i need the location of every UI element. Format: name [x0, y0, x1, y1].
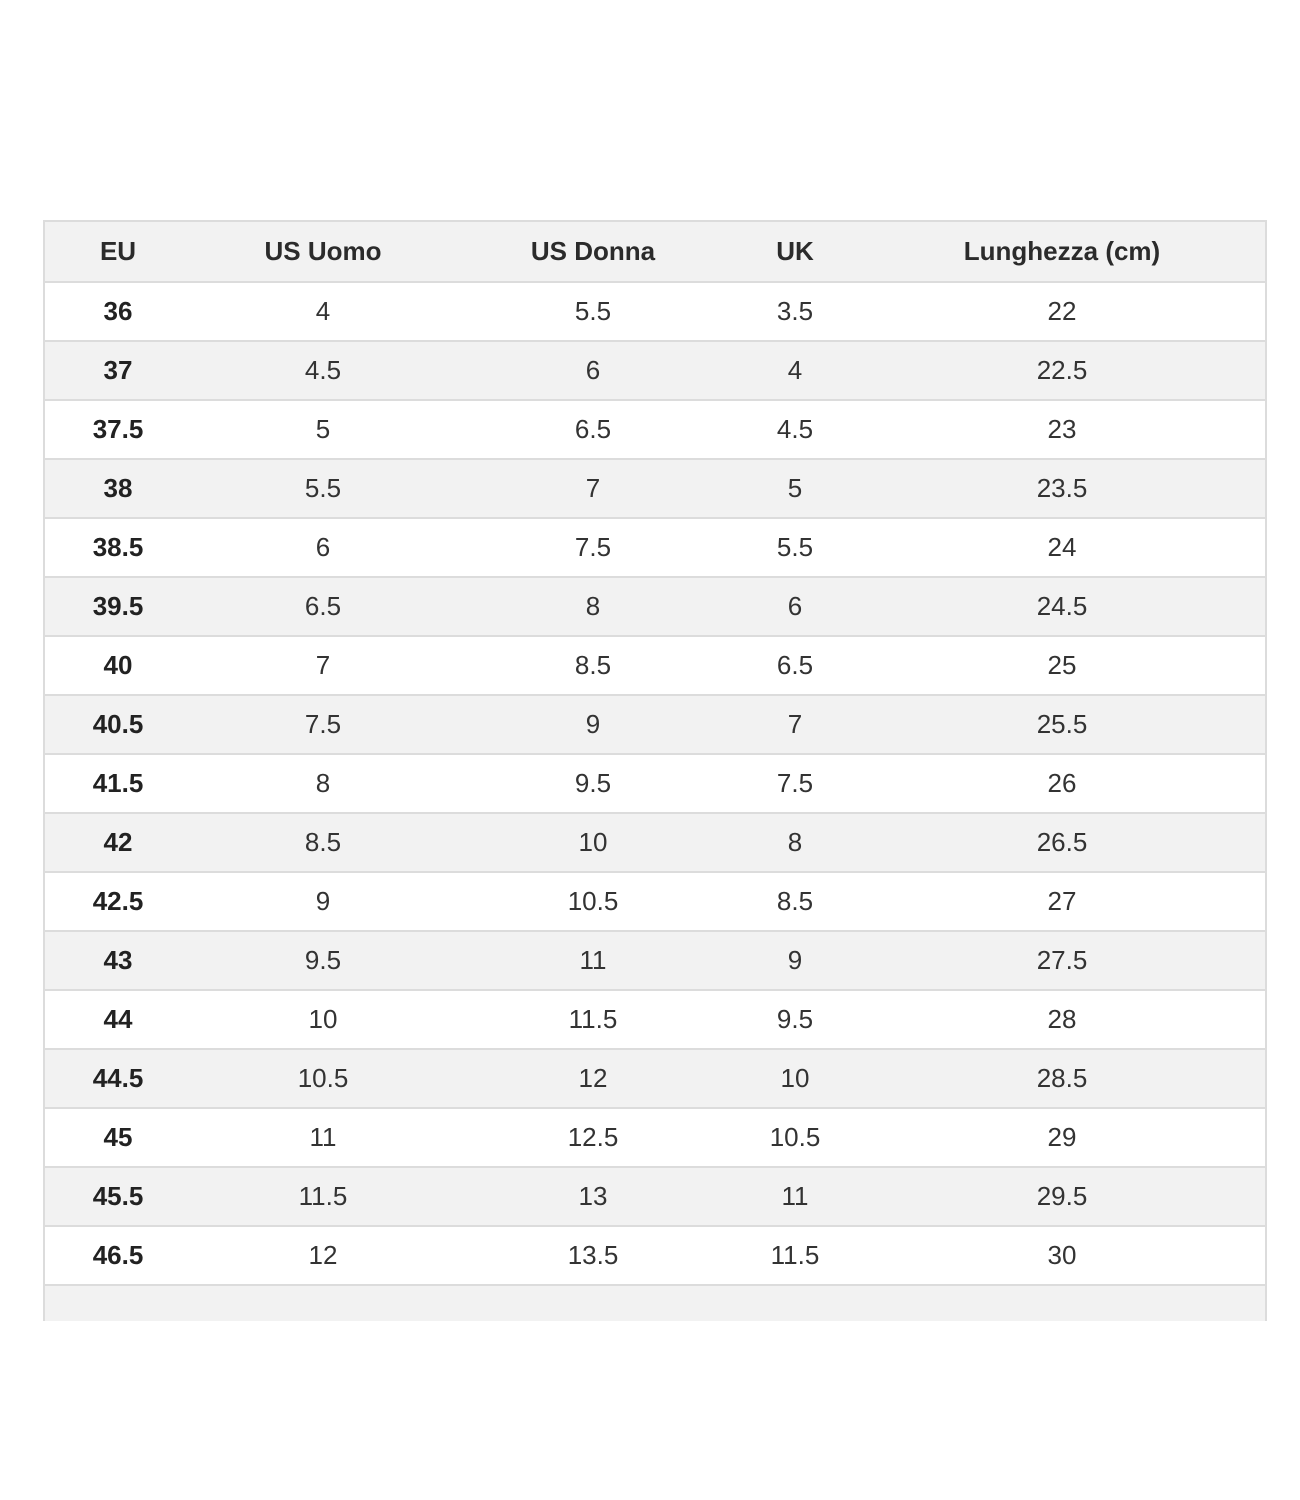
cell-eu: 40.5 — [45, 695, 191, 754]
table-row — [45, 282, 1265, 341]
table-row — [45, 400, 1265, 459]
table-row-cut-off — [45, 1285, 1265, 1321]
cell-eu: 42 — [45, 813, 191, 872]
cell-length: 26 — [859, 754, 1265, 813]
cell-us-men: 9 — [191, 872, 455, 931]
cell-uk: 9 — [731, 931, 859, 990]
header-row — [45, 221, 1265, 282]
cell-us-women: 5.5 — [455, 282, 731, 341]
header-length: Lunghezza (cm) — [859, 221, 1265, 282]
cell-us-men: 11.5 — [191, 1167, 455, 1226]
cell-uk: 7 — [731, 695, 859, 754]
cell-length: 22.5 — [859, 341, 1265, 400]
empty-cell — [191, 1285, 455, 1321]
header-us-women: US Donna — [455, 221, 731, 282]
table-row — [45, 695, 1265, 754]
cell-us-women: 13 — [455, 1167, 731, 1226]
table-row — [45, 872, 1265, 931]
cell-us-men: 5 — [191, 400, 455, 459]
cell-uk: 5.5 — [731, 518, 859, 577]
cell-eu: 38 — [45, 459, 191, 518]
cell-uk: 3.5 — [731, 282, 859, 341]
table-row — [45, 1167, 1265, 1226]
table-row — [45, 577, 1265, 636]
header-eu: EU — [45, 221, 191, 282]
cell-eu: 36 — [45, 282, 191, 341]
cell-us-women: 9 — [455, 695, 731, 754]
table-row — [45, 931, 1265, 990]
cell-length: 25.5 — [859, 695, 1265, 754]
table-row — [45, 813, 1265, 872]
cell-us-women: 7.5 — [455, 518, 731, 577]
cell-us-women: 6 — [455, 341, 731, 400]
table-row — [45, 518, 1265, 577]
cell-us-women: 8 — [455, 577, 731, 636]
cell-eu: 39.5 — [45, 577, 191, 636]
cell-us-men: 7.5 — [191, 695, 455, 754]
cell-uk: 4 — [731, 341, 859, 400]
cell-eu: 42.5 — [45, 872, 191, 931]
cell-us-men: 8.5 — [191, 813, 455, 872]
cell-length: 28.5 — [859, 1049, 1265, 1108]
header-uk: UK — [731, 221, 859, 282]
cell-us-women: 10 — [455, 813, 731, 872]
cell-us-men: 12 — [191, 1226, 455, 1285]
cell-us-men: 4.5 — [191, 341, 455, 400]
table-row — [45, 459, 1265, 518]
cell-us-women: 12 — [455, 1049, 731, 1108]
table-header — [45, 221, 1265, 282]
cell-length: 23 — [859, 400, 1265, 459]
empty-cell — [731, 1285, 859, 1321]
cell-us-women: 8.5 — [455, 636, 731, 695]
empty-cell — [45, 1285, 191, 1321]
cell-length: 22 — [859, 282, 1265, 341]
cell-eu: 38.5 — [45, 518, 191, 577]
empty-cell — [455, 1285, 731, 1321]
cell-eu: 37 — [45, 341, 191, 400]
cell-us-men: 6.5 — [191, 577, 455, 636]
cell-length: 28 — [859, 990, 1265, 1049]
size-chart-table-container — [43, 220, 1267, 1321]
cell-uk: 9.5 — [731, 990, 859, 1049]
cell-eu: 44 — [45, 990, 191, 1049]
cell-length: 25 — [859, 636, 1265, 695]
cell-length: 27 — [859, 872, 1265, 931]
cell-us-men: 4 — [191, 282, 455, 341]
cell-eu: 43 — [45, 931, 191, 990]
cell-length: 23.5 — [859, 459, 1265, 518]
cell-uk: 8.5 — [731, 872, 859, 931]
cell-length: 24 — [859, 518, 1265, 577]
cell-us-women: 7 — [455, 459, 731, 518]
cell-us-women: 11 — [455, 931, 731, 990]
cell-eu: 45 — [45, 1108, 191, 1167]
cell-length: 29.5 — [859, 1167, 1265, 1226]
cell-us-men: 10 — [191, 990, 455, 1049]
cell-us-women: 12.5 — [455, 1108, 731, 1167]
cell-us-women: 6.5 — [455, 400, 731, 459]
table-row — [45, 341, 1265, 400]
cell-us-women: 13.5 — [455, 1226, 731, 1285]
cell-eu: 46.5 — [45, 1226, 191, 1285]
header-us-men: US Uomo — [191, 221, 455, 282]
cell-uk: 4.5 — [731, 400, 859, 459]
cell-length: 24.5 — [859, 577, 1265, 636]
cell-us-men: 5.5 — [191, 459, 455, 518]
cell-us-women: 11.5 — [455, 990, 731, 1049]
cell-uk: 8 — [731, 813, 859, 872]
cell-length: 26.5 — [859, 813, 1265, 872]
cell-us-men: 6 — [191, 518, 455, 577]
cell-eu: 40 — [45, 636, 191, 695]
cell-eu: 45.5 — [45, 1167, 191, 1226]
cell-us-men: 10.5 — [191, 1049, 455, 1108]
table-row — [45, 1108, 1265, 1167]
cell-us-men: 8 — [191, 754, 455, 813]
cell-uk: 11 — [731, 1167, 859, 1226]
cell-us-men: 9.5 — [191, 931, 455, 990]
size-chart-table — [45, 220, 1265, 1321]
table-row — [45, 1049, 1265, 1108]
cell-length: 30 — [859, 1226, 1265, 1285]
cell-uk: 10 — [731, 1049, 859, 1108]
cell-eu: 41.5 — [45, 754, 191, 813]
table-row — [45, 754, 1265, 813]
cell-eu: 37.5 — [45, 400, 191, 459]
table-row — [45, 1226, 1265, 1285]
cell-us-women: 10.5 — [455, 872, 731, 931]
cell-uk: 7.5 — [731, 754, 859, 813]
cell-uk: 5 — [731, 459, 859, 518]
cell-us-men: 11 — [191, 1108, 455, 1167]
cell-length: 29 — [859, 1108, 1265, 1167]
table-body — [45, 282, 1265, 1321]
table-row — [45, 990, 1265, 1049]
empty-cell — [859, 1285, 1265, 1321]
cell-eu: 44.5 — [45, 1049, 191, 1108]
table-row — [45, 636, 1265, 695]
cell-us-men: 7 — [191, 636, 455, 695]
cell-length: 27.5 — [859, 931, 1265, 990]
cell-uk: 11.5 — [731, 1226, 859, 1285]
cell-uk: 6.5 — [731, 636, 859, 695]
cell-uk: 10.5 — [731, 1108, 859, 1167]
cell-us-women: 9.5 — [455, 754, 731, 813]
cell-uk: 6 — [731, 577, 859, 636]
